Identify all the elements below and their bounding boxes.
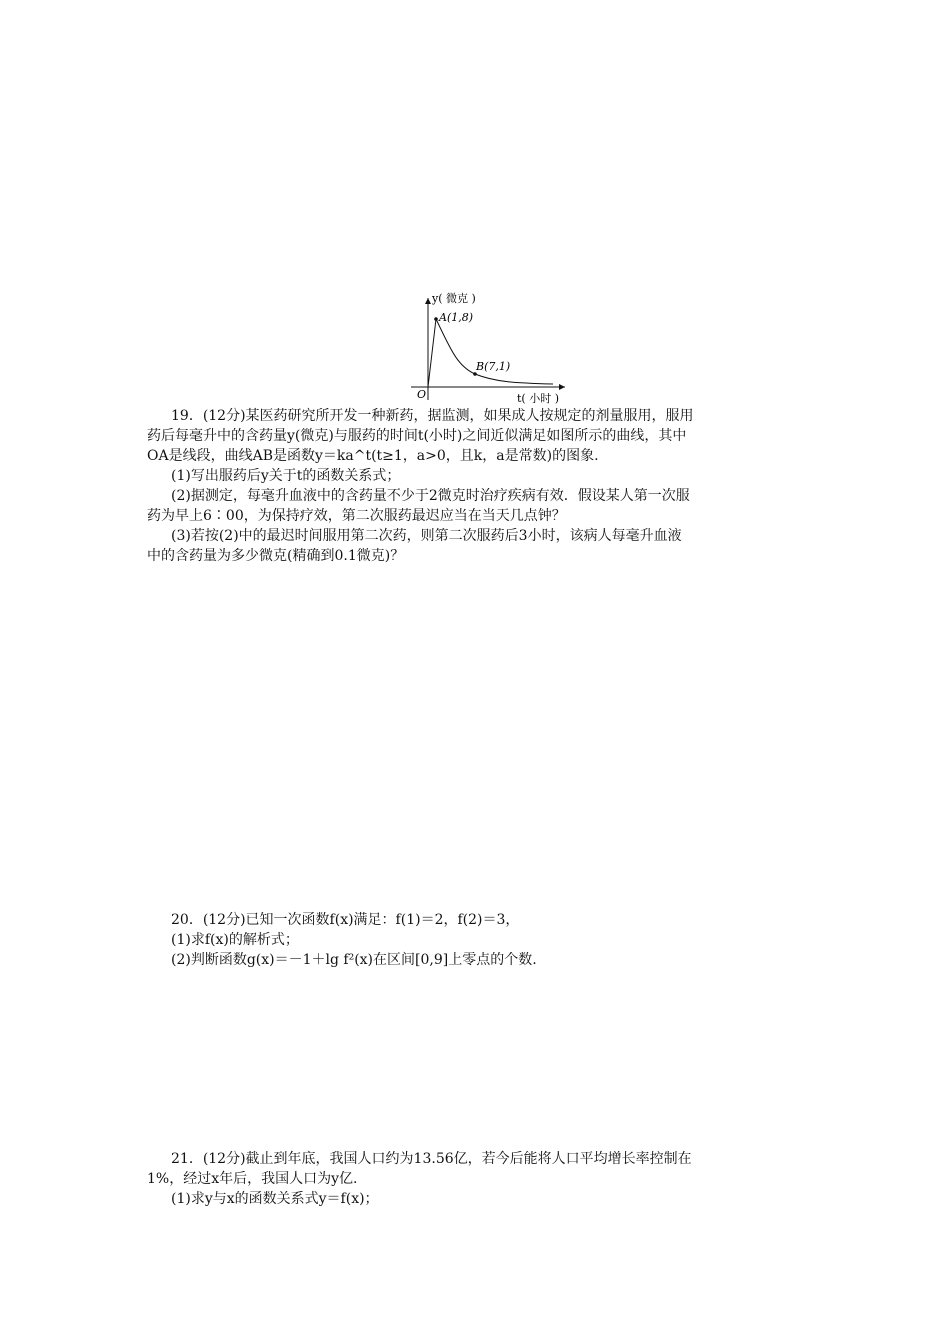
q19-line-5: (2)据测定，每毫升血液中的含药量不少于2微克时治疗疾病有效．假设某人第一次服 [171,488,690,504]
q19-line-1: 19．(12分)某医药研究所开发一种新药，据监测，如果成人按规定的剂量服用，服用 [171,408,694,424]
question-20 [147,910,810,970]
x-axis-label: t( 小时 ) [517,392,559,405]
q19-line-4: (1)写出服药后y关于t的函数关系式； [171,468,401,484]
segment-oa [428,319,436,387]
y-axis-label: y( 微克 ) [432,292,476,305]
graph-svg [405,288,575,406]
q20-line-3: (2)判断函数g(x)＝－1＋lg f²(x)在区间[0,9]上零点的个数. [171,952,537,968]
q21-line-3: (1)求y与x的函数关系式y＝f(x)； [171,1191,379,1207]
question-21 [147,1149,810,1209]
curve-ab [436,319,553,384]
q19-line-6: 药为早上6∶00，为保持疗效，第二次服药最迟应当在当天几点钟？ [147,508,566,524]
point-b-label: B(7,1) [476,360,511,373]
q19-line-8: 中的含药量为多少微克(精确到0.1微克)？ [147,548,405,564]
origin-label: O [417,388,427,401]
question-19 [147,406,810,566]
drug-concentration-graph [405,288,575,406]
q21-line-1: 21．(12分)截止到年底，我国人口约为13.56亿，若今后能将人口平均增长率控制在 [171,1151,692,1167]
point-a-label: A(1,8) [439,311,474,324]
q20-line-1: 20．(12分)已知一次函数f(x)满足：f(1)＝2，f(2)＝3， [171,912,520,928]
q20-line-2: (1)求f(x)的解析式； [171,932,299,948]
point-a [434,317,438,321]
q19-line-3: OA是线段，曲线AB是函数y＝ka^t(t≥1，a>0，且k，a是常数)的图象. [147,448,599,464]
q19-line-2: 药后每毫升中的含药量y(微克)与服药的时间t(小时)之间近似满足如图所示的曲线，其中 [147,428,687,444]
q21-line-2: 1%，经过x年后，我国人口为y亿. [147,1171,358,1187]
q19-line-7: (3)若按(2)中的最迟时间服用第二次药，则第二次服药后3小时，该病人每毫升血液 [171,528,682,544]
